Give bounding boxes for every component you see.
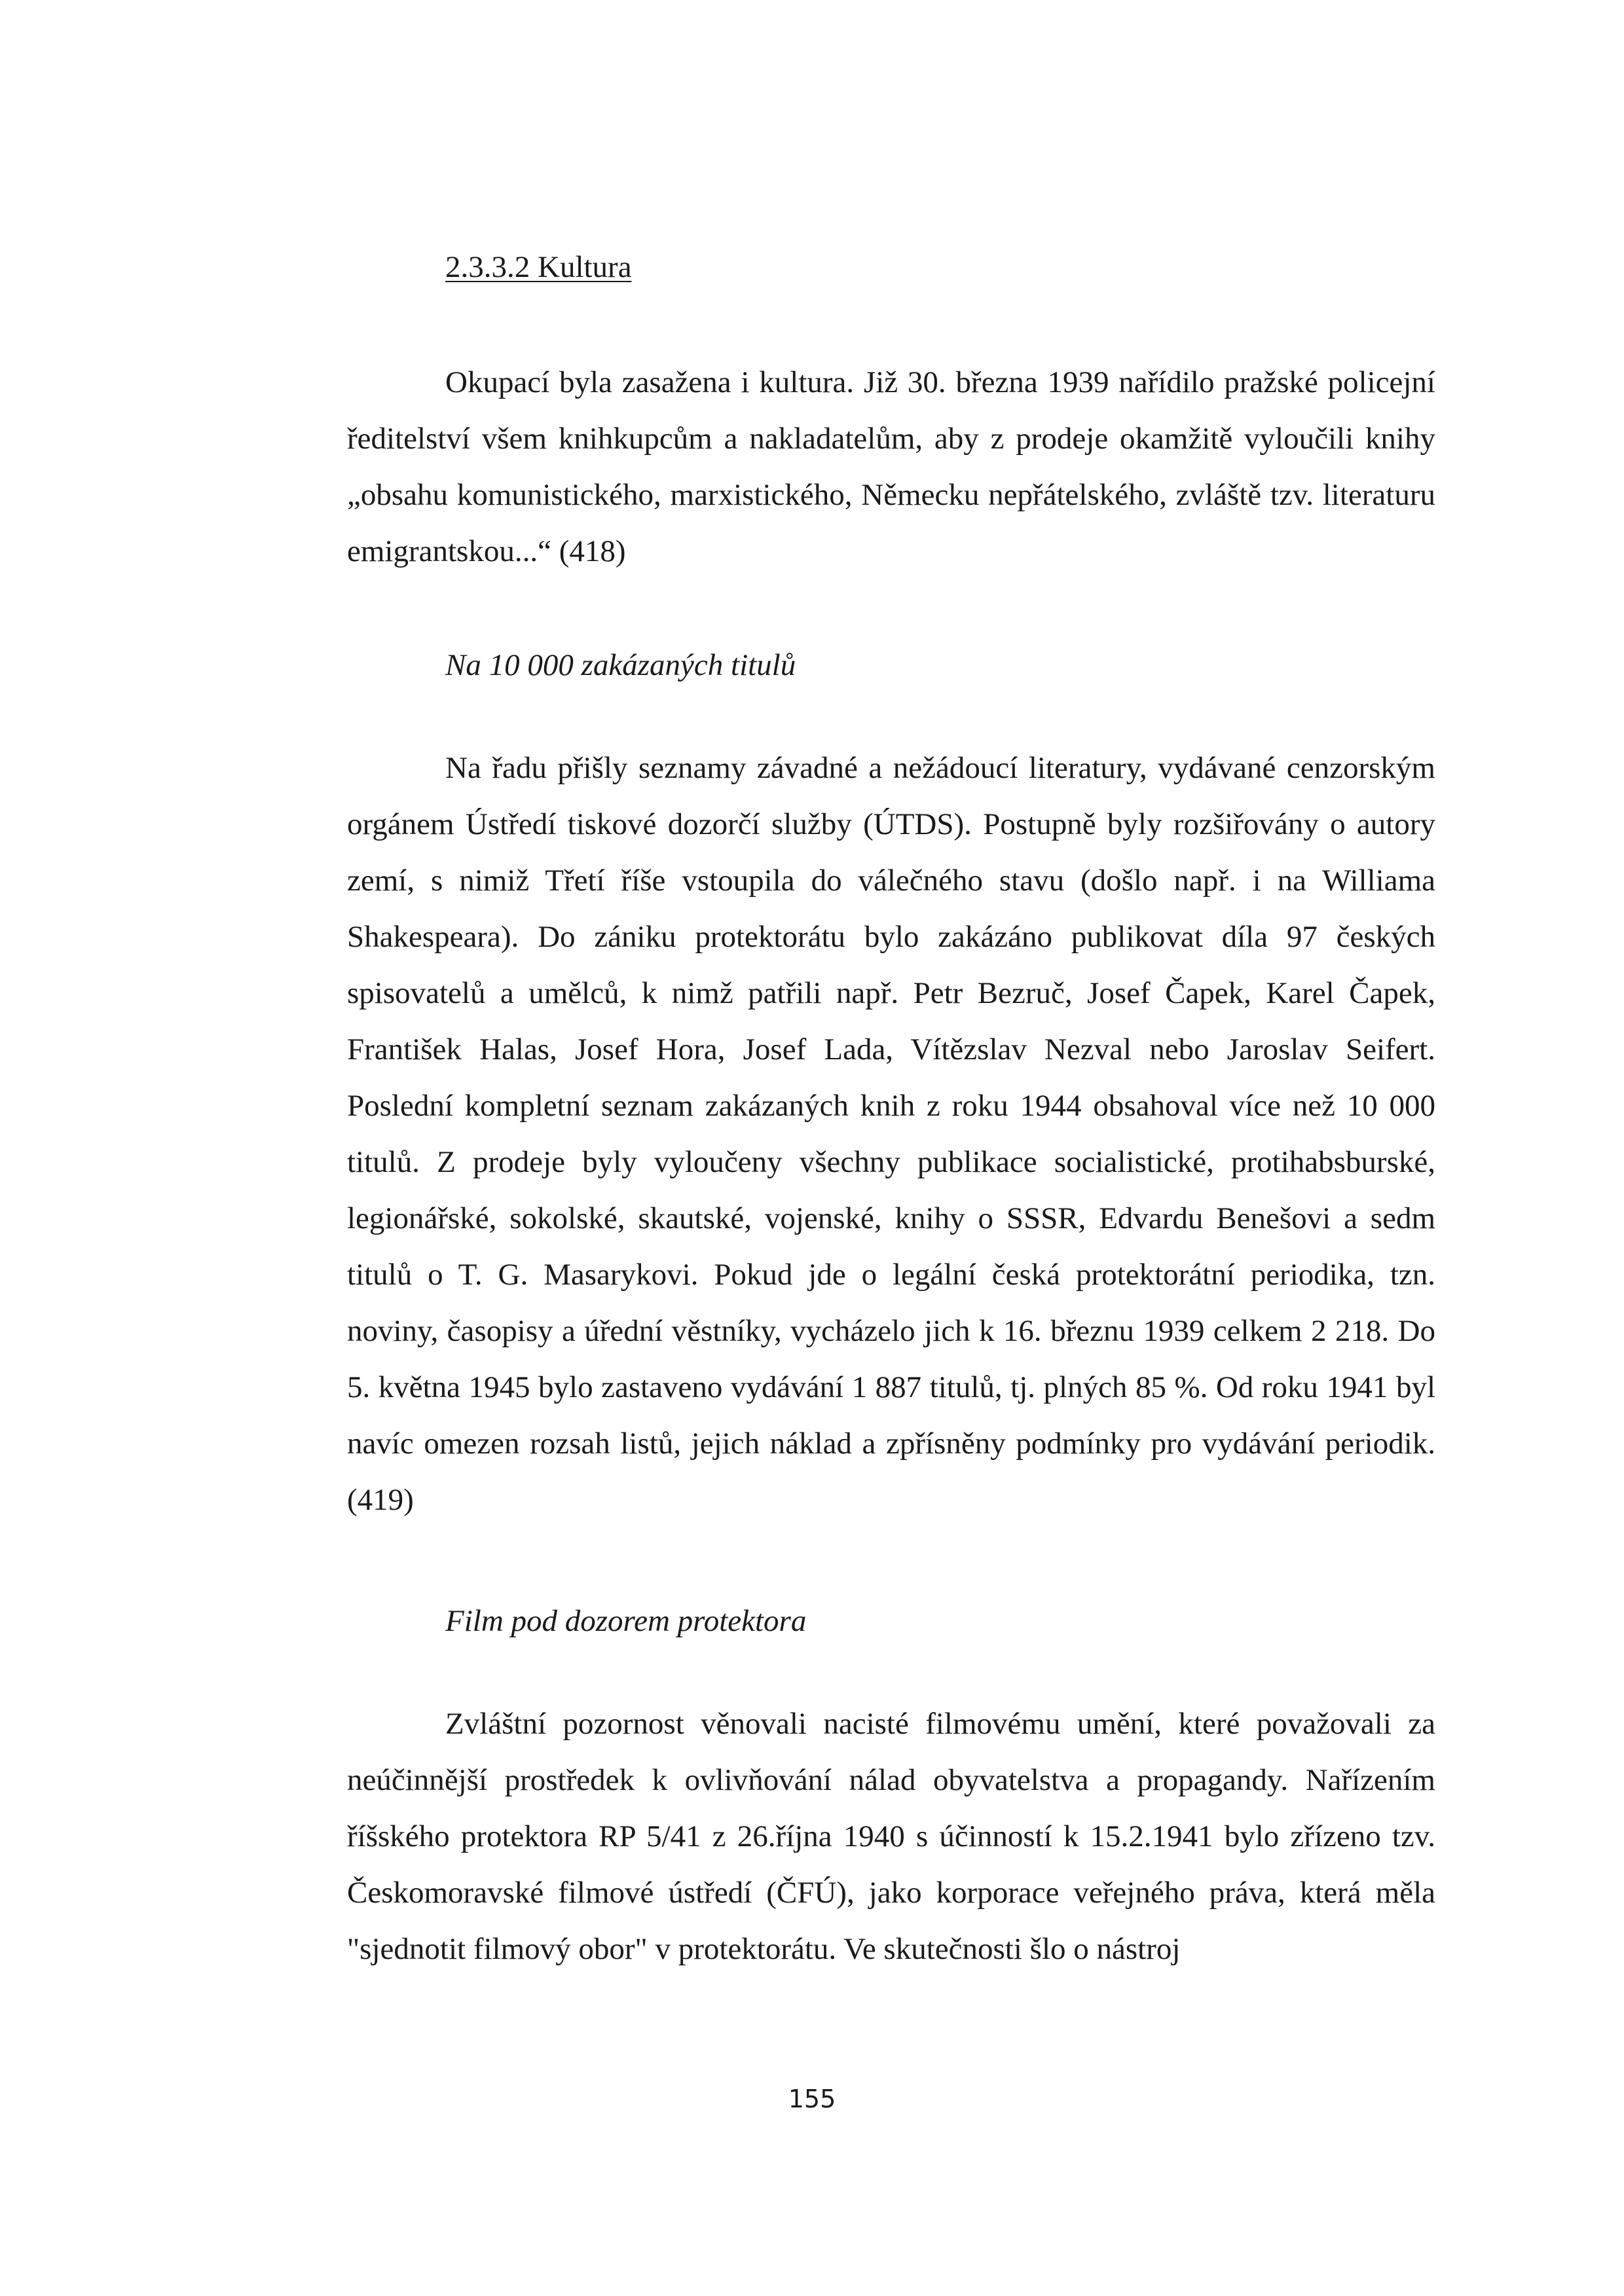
section-heading: 2.3.3.2 Kultura xyxy=(445,250,632,284)
paragraph-banned-literature: Na řadu přišly seznamy závadné a nežádoucí literatury, vydávané cenzorským orgánem Ústředí tiskové dozorčí služby (ÚTDS). Postupně byly rozšiřovány o autory zemí, s nimiž Třetí říše vstoupila do válečného stavu (došlo např. i na Williama Shakespeara). Do zániku protektorátu bylo zakázáno publikovat díla 97 českých spisovatelů a umělců, k nimž patřili např. Petr Bezruč, Josef Čapek, Karel Čapek, František Halas, Josef Hora, Josef Lada, Vítězslav Nezval nebo Jaroslav Seifert. Poslední kompletní seznam zakázaných knih z roku 1944 obsahoval více než 10 000 titulů. Z prodeje byly vyloučeny všechny publikace socialistické, protihabsburské, legionářské, sokolské, skautské, vojenské, knihy o SSSR, Edvardu Benešovi a sedm titulů o T. G. Masarykovi. Pokud jde o legální česká protektorátní periodika, tzn. noviny, časopisy a úřední věstníky, vycházelo jich k 16. březnu 1939 celkem 2 218. Do 5. května 1945 bylo zastaveno vydávání 1 887 titulů, tj. plných 85 %. Od roku 1941 byl navíc omezen rozsah listů, jejich náklad a zpřísněny podmínky pro vydávání periodik. (419) xyxy=(347,751,1435,1517)
paragraph-occupation-culture: Okupací byla zasažena i kultura. Již 30. března 1939 nařídilo pražské policejní ředitelství všem knihkupcům a nakladatelům, aby z prodeje okamžitě vyloučili knihy „obsahu komunistického, marxistického, Německu nepřátelského, zvláště tzv. literaturu emigrantskou...“ (418) xyxy=(347,365,1435,568)
paragraph-film: Zvláštní pozornost věnovali nacisté filmovému umění, které považovali za neúčinnější prostředek k ovlivňování nálad obyvatelstva a propagandy. Nařízením říšského protektora RP 5/41 z 26.října 1940 s účinností k 15.2.1941 bylo zřízeno tzv. Českomoravské filmové ústředí (ČFÚ), jako korporace veřejného práva, která měla "sjednotit filmový obor" v protektorátu. Ve skutečnosti šlo o nástroj xyxy=(347,1707,1435,1966)
page-number: 155 xyxy=(788,2085,836,2113)
subheading-film-control: Film pod dozorem protektora xyxy=(445,1604,807,1638)
subheading-banned-titles: Na 10 000 zakázaných titulů xyxy=(445,648,796,682)
